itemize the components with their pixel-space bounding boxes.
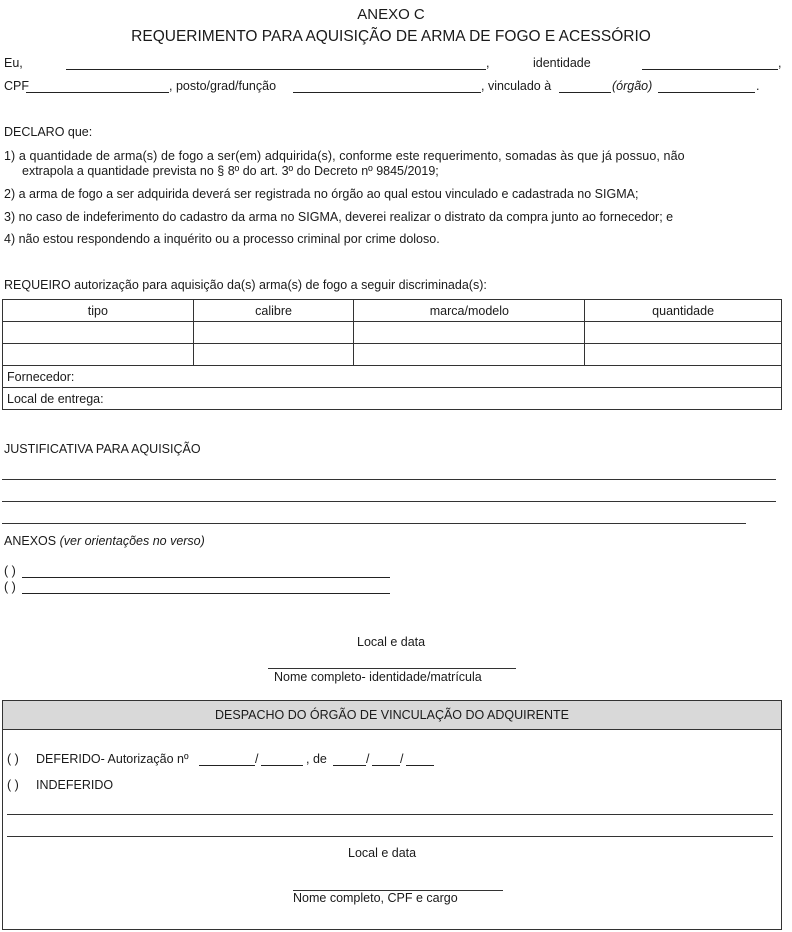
local-entrega-field[interactable] [3,388,782,410]
dispatch-line-2[interactable] [7,836,773,837]
auth-slash: / [255,752,259,766]
applicant-signature-line[interactable] [268,668,516,669]
justification-line-1[interactable] [2,479,776,480]
name-comma: , [486,56,490,70]
dispatch-box [2,700,782,930]
requeiro-intro: REQUEIRO autorização para aquisição da(s) arma(s) de fogo a seguir discriminada(s): [4,278,487,292]
table-row [3,322,782,344]
cpf-field[interactable] [26,92,169,93]
posto-field[interactable] [293,92,481,93]
justification-line-2[interactable] [2,501,776,502]
cell-quantidade[interactable] [585,344,782,366]
declaration-item-4: 4) não estou respondendo a inquérito ou a processo criminal por crime doloso. [4,232,440,246]
posto-label: , posto/grad/função [169,79,277,93]
vinculado-label: , vinculado à [481,79,552,93]
date-month-field[interactable] [372,765,400,766]
cell-marca-modelo[interactable] [354,344,585,366]
identidade-field[interactable] [642,69,778,70]
line-period: . [756,79,760,93]
annex-title: ANEXO C [357,6,425,23]
column-header-marca-modelo: marca/modelo [354,300,585,322]
annex-field-1[interactable] [22,577,390,578]
cell-tipo[interactable] [3,344,194,366]
orgao-field-2[interactable] [658,92,755,93]
identidade-label: identidade [533,56,591,70]
date-slash-2: / [400,752,404,766]
fornecedor-label: Fornecedor: [7,369,75,384]
deferido-checkbox[interactable]: ( ) [7,752,19,766]
table-row [3,344,782,366]
justification-line-3[interactable] [2,523,746,524]
indeferido-checkbox[interactable]: ( ) [7,778,19,792]
dispatch-name-label: Nome completo, CPF e cargo [293,891,458,905]
de-label: , de [306,752,327,766]
cell-calibre[interactable] [193,322,354,344]
authorization-number-field[interactable] [199,765,255,766]
declaration-item-1: 1) a quantidade de arma(s) de fogo a ser(em) adquirida(s), conforme este requerimento, somadas às que já possuo, não [4,149,685,163]
cell-calibre[interactable] [193,344,354,366]
name-field[interactable] [66,69,486,70]
cell-quantidade[interactable] [585,322,782,344]
anexos-heading [4,534,205,548]
date-slash-1: / [366,752,370,766]
identidade-comma: , [778,56,782,70]
declaration-item-2: 2) a arma de fogo a ser adquirida deverá ser registrada no órgão ao qual estou vinculado e cadastrada no SIGMA; [4,187,639,201]
eu-label: Eu, [4,56,23,70]
cpf-label: CPF [4,79,29,93]
orgao-label: (órgão) [612,79,653,93]
cell-marca-modelo[interactable] [354,322,585,344]
local-data-label: Local e data [357,635,426,649]
annex-field-2[interactable] [22,593,390,594]
dispatch-local-data-label: Local e data [348,846,417,860]
form-title: REQUERIMENTO PARA AQUISIÇÃO DE ARMA DE FOGO E ACESSÓRIO [131,28,651,45]
anexos-note: (ver orientações no verso) [59,534,205,548]
declaro-heading: DECLARO que: [4,125,93,139]
orgao-field-1[interactable] [559,92,611,93]
anexos-label: ANEXOS [4,534,57,548]
deferido-label: DEFERIDO- Autorização nº [36,752,189,766]
annex-check-1[interactable]: ( ) [4,564,16,578]
declaration-item-1-cont: extrapola a quantidade prevista no § 8º do art. 3º do Decreto nº 9845/2019; [22,164,439,178]
justificativa-label: JUSTIFICATIVA PARA AQUISIÇÃO [4,442,201,456]
fornecedor-row [3,366,782,388]
column-header-quantidade: quantidade [585,300,782,322]
firearm-table [2,299,782,410]
local-entrega-row [3,388,782,410]
indeferido-label: INDEFERIDO [36,778,114,792]
declaration-item-3: 3) no caso de indeferimento do cadastro da arma no SIGMA, deverei realizar o distrato da compra junto ao fornecedor; e [4,210,674,224]
local-entrega-label: Local de entrega: [7,391,104,406]
dispatch-header: DESPACHO DO ÓRGÃO DE VINCULAÇÃO DO ADQUIRENTE [3,701,781,730]
applicant-name-label: Nome completo- identidade/matrícula [274,670,482,684]
date-day-field[interactable] [333,765,366,766]
fornecedor-field[interactable] [3,366,782,388]
cell-tipo[interactable] [3,322,194,344]
annex-check-2[interactable]: ( ) [4,580,16,594]
authorization-year-field[interactable] [261,765,303,766]
column-header-tipo: tipo [3,300,194,322]
dispatch-line-1[interactable] [7,814,773,815]
column-header-calibre: calibre [193,300,354,322]
date-year-field[interactable] [406,765,434,766]
table-header-row [3,300,782,322]
